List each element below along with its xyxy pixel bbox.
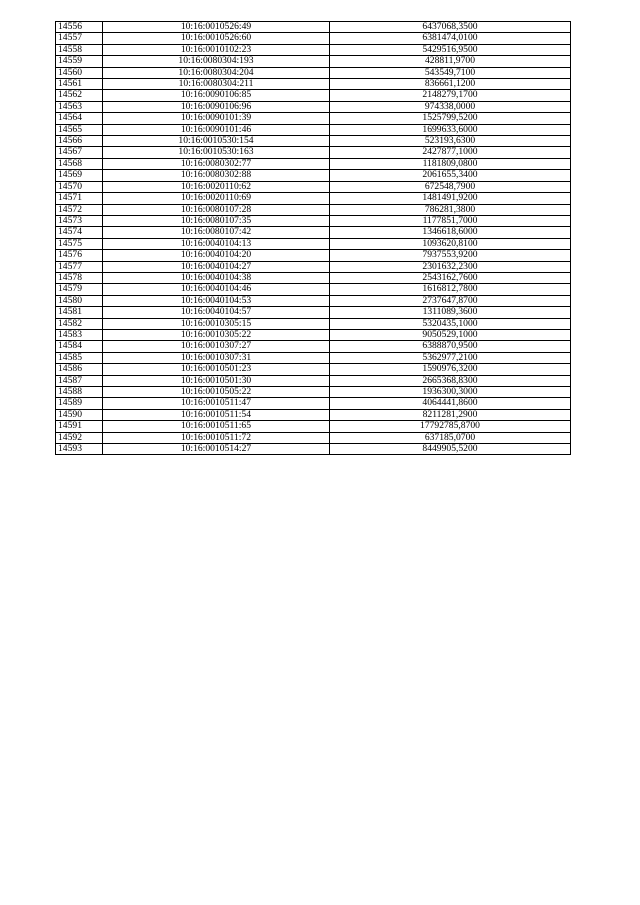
cadastral-number-cell: 10:16:0040104:57 (103, 307, 330, 318)
row-number-cell: 14573 (56, 215, 103, 226)
row-number-cell: 14572 (56, 204, 103, 215)
row-number-cell: 14565 (56, 124, 103, 135)
row-number-cell: 14567 (56, 147, 103, 158)
records-table (55, 21, 571, 455)
value-cell: 1181809,0800 (330, 158, 571, 169)
row-number-cell: 14591 (56, 421, 103, 432)
cadastral-number-cell: 10:16:0080302:77 (103, 158, 330, 169)
row-number-cell: 14571 (56, 193, 103, 204)
value-cell: 1093620,8100 (330, 238, 571, 249)
row-number-cell: 14578 (56, 272, 103, 283)
records-table-body (56, 22, 571, 455)
value-cell: 2665368,8300 (330, 375, 571, 386)
value-cell: 543549,7100 (330, 67, 571, 78)
cadastral-number-cell: 10:16:0080107:28 (103, 204, 330, 215)
table-row (56, 352, 571, 363)
value-cell: 1311089,3600 (330, 307, 571, 318)
row-number-cell: 14586 (56, 364, 103, 375)
cadastral-number-cell: 10:16:0010530:154 (103, 136, 330, 147)
value-cell: 2427877,1000 (330, 147, 571, 158)
value-cell: 1590976,3200 (330, 364, 571, 375)
row-number-cell: 14558 (56, 44, 103, 55)
table-row (56, 387, 571, 398)
value-cell: 1699633,6000 (330, 124, 571, 135)
table-row (56, 318, 571, 329)
row-number-cell: 14561 (56, 79, 103, 90)
row-number-cell: 14581 (56, 307, 103, 318)
table-row (56, 136, 571, 147)
cadastral-number-cell: 10:16:0090101:46 (103, 124, 330, 135)
row-number-cell: 14559 (56, 56, 103, 67)
table-row (56, 67, 571, 78)
row-number-cell: 14579 (56, 284, 103, 295)
cadastral-number-cell: 10:16:0080302:88 (103, 170, 330, 181)
value-cell: 523193,6300 (330, 136, 571, 147)
table-row (56, 22, 571, 33)
value-cell: 7937553,9200 (330, 250, 571, 261)
value-cell: 5429516,9500 (330, 44, 571, 55)
table-row (56, 375, 571, 386)
table-row (56, 44, 571, 55)
table-row (56, 329, 571, 340)
value-cell: 1525799,5200 (330, 113, 571, 124)
cadastral-number-cell: 10:16:0010514:27 (103, 444, 330, 455)
table-row (56, 181, 571, 192)
cadastral-number-cell: 10:16:0080107:35 (103, 215, 330, 226)
row-number-cell: 14592 (56, 432, 103, 443)
value-cell: 1481491,9200 (330, 193, 571, 204)
row-number-cell: 14563 (56, 101, 103, 112)
row-number-cell: 14588 (56, 387, 103, 398)
row-number-cell: 14568 (56, 158, 103, 169)
row-number-cell: 14562 (56, 90, 103, 101)
value-cell: 1936300,3000 (330, 387, 571, 398)
cadastral-number-cell: 10:16:0090106:96 (103, 101, 330, 112)
value-cell: 17792785,8700 (330, 421, 571, 432)
value-cell: 836661,1200 (330, 79, 571, 90)
table-row (56, 90, 571, 101)
row-number-cell: 14580 (56, 295, 103, 306)
value-cell: 1346618,6000 (330, 227, 571, 238)
table-row (56, 147, 571, 158)
table-row (56, 250, 571, 261)
row-number-cell: 14570 (56, 181, 103, 192)
value-cell: 2061655,3400 (330, 170, 571, 181)
row-number-cell: 14575 (56, 238, 103, 249)
table-row (56, 101, 571, 112)
row-number-cell: 14585 (56, 352, 103, 363)
value-cell: 2737647,8700 (330, 295, 571, 306)
cadastral-number-cell: 10:16:0010501:30 (103, 375, 330, 386)
row-number-cell: 14566 (56, 136, 103, 147)
value-cell: 2543162,7600 (330, 272, 571, 283)
cadastral-number-cell: 10:16:0010102:23 (103, 44, 330, 55)
cadastral-number-cell: 10:16:0010307:31 (103, 352, 330, 363)
cadastral-number-cell: 10:16:0080304:204 (103, 67, 330, 78)
cadastral-number-cell: 10:16:0010526:49 (103, 22, 330, 33)
table-row (56, 227, 571, 238)
cadastral-number-cell: 10:16:0040104:46 (103, 284, 330, 295)
row-number-cell: 14593 (56, 444, 103, 455)
value-cell: 5362977,2100 (330, 352, 571, 363)
cadastral-number-cell: 10:16:0090106:85 (103, 90, 330, 101)
table-row (56, 238, 571, 249)
table-row (56, 113, 571, 124)
value-cell: 1616812,7800 (330, 284, 571, 295)
value-cell: 9050529,1000 (330, 329, 571, 340)
row-number-cell: 14560 (56, 67, 103, 78)
row-number-cell: 14564 (56, 113, 103, 124)
value-cell: 6381474,0100 (330, 33, 571, 44)
table-row (56, 193, 571, 204)
cadastral-number-cell: 10:16:0040104:38 (103, 272, 330, 283)
table-row (56, 444, 571, 455)
row-number-cell: 14582 (56, 318, 103, 329)
cadastral-number-cell: 10:16:0040104:20 (103, 250, 330, 261)
cadastral-number-cell: 10:16:0080304:211 (103, 79, 330, 90)
value-cell: 974338,0000 (330, 101, 571, 112)
value-cell: 786281,3800 (330, 204, 571, 215)
value-cell: 8449905,5200 (330, 444, 571, 455)
cadastral-number-cell: 10:16:0010511:65 (103, 421, 330, 432)
table-row (56, 124, 571, 135)
value-cell: 8211281,2900 (330, 409, 571, 420)
row-number-cell: 14569 (56, 170, 103, 181)
table-row (56, 307, 571, 318)
row-number-cell: 14577 (56, 261, 103, 272)
row-number-cell: 14557 (56, 33, 103, 44)
table-row (56, 295, 571, 306)
cadastral-number-cell: 10:16:0040104:13 (103, 238, 330, 249)
table-row (56, 341, 571, 352)
row-number-cell: 14584 (56, 341, 103, 352)
table-row (56, 432, 571, 443)
row-number-cell: 14589 (56, 398, 103, 409)
row-number-cell: 14574 (56, 227, 103, 238)
cadastral-number-cell: 10:16:0010526:60 (103, 33, 330, 44)
cadastral-number-cell: 10:16:0080304:193 (103, 56, 330, 67)
cadastral-number-cell: 10:16:0020110:69 (103, 193, 330, 204)
table-row (56, 56, 571, 67)
value-cell: 2301632,2300 (330, 261, 571, 272)
table-row (56, 398, 571, 409)
cadastral-number-cell: 10:16:0020110:62 (103, 181, 330, 192)
table-row (56, 158, 571, 169)
row-number-cell: 14590 (56, 409, 103, 420)
table-row (56, 284, 571, 295)
value-cell: 637185,0700 (330, 432, 571, 443)
table-row (56, 170, 571, 181)
cadastral-number-cell: 10:16:0010305:15 (103, 318, 330, 329)
row-number-cell: 14587 (56, 375, 103, 386)
value-cell: 5320435,1000 (330, 318, 571, 329)
cadastral-number-cell: 10:16:0040104:27 (103, 261, 330, 272)
table-row (56, 204, 571, 215)
cadastral-number-cell: 10:16:0040104:53 (103, 295, 330, 306)
cadastral-number-cell: 10:16:0010511:72 (103, 432, 330, 443)
row-number-cell: 14556 (56, 22, 103, 33)
cadastral-number-cell: 10:16:0080107:42 (103, 227, 330, 238)
table-row (56, 364, 571, 375)
table-row (56, 272, 571, 283)
table-row (56, 33, 571, 44)
cadastral-number-cell: 10:16:0010305:22 (103, 329, 330, 340)
value-cell: 4064441,8600 (330, 398, 571, 409)
value-cell: 672548,7900 (330, 181, 571, 192)
cadastral-number-cell: 10:16:0010307:27 (103, 341, 330, 352)
value-cell: 428811,9700 (330, 56, 571, 67)
cadastral-number-cell: 10:16:0010501:23 (103, 364, 330, 375)
row-number-cell: 14576 (56, 250, 103, 261)
cadastral-number-cell: 10:16:0010530:163 (103, 147, 330, 158)
table-row (56, 79, 571, 90)
cadastral-number-cell: 10:16:0010511:54 (103, 409, 330, 420)
table-row (56, 261, 571, 272)
table-row (56, 409, 571, 420)
table-row (56, 215, 571, 226)
value-cell: 6437068,3500 (330, 22, 571, 33)
value-cell: 1177851,7000 (330, 215, 571, 226)
value-cell: 6388870,9500 (330, 341, 571, 352)
cadastral-number-cell: 10:16:0010505:22 (103, 387, 330, 398)
cadastral-number-cell: 10:16:0090101:39 (103, 113, 330, 124)
table-row (56, 421, 571, 432)
value-cell: 2148279,1700 (330, 90, 571, 101)
row-number-cell: 14583 (56, 329, 103, 340)
cadastral-number-cell: 10:16:0010511:47 (103, 398, 330, 409)
